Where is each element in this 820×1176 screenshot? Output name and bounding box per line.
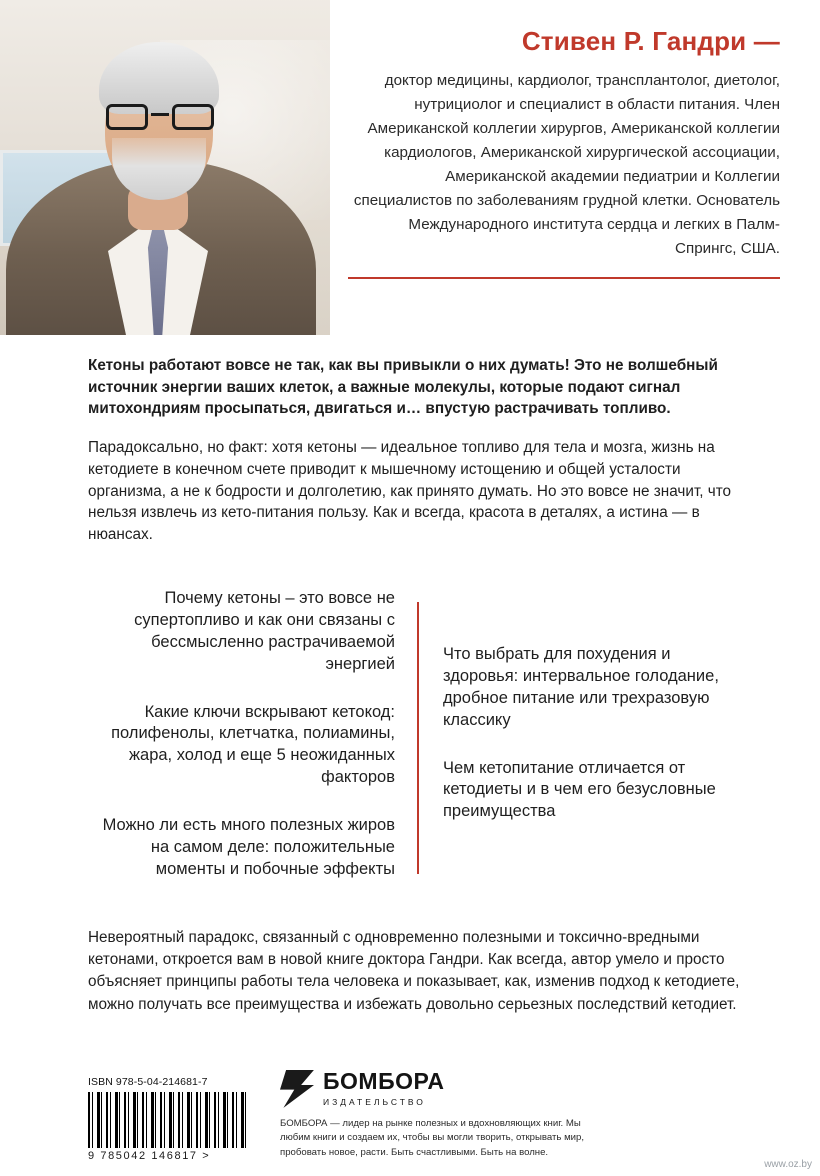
vertical-divider: [417, 602, 419, 874]
publisher-subtitle: ИЗДАТЕЛЬСТВО: [323, 1097, 426, 1108]
topics-section: [88, 588, 746, 881]
author-name: Стивен Р. Гандри —: [521, 26, 780, 56]
barcode-digits: 9 785042 146817 >: [88, 1150, 211, 1162]
topics-right-column: [417, 588, 746, 881]
bombora-mark-icon: [280, 1070, 314, 1108]
glasses-lens-right: [172, 104, 214, 130]
watermark: www.oz.by: [764, 1159, 812, 1170]
intro-paragraph-1: Кетоны работают вовсе не так, как вы привыкли о них думать! Это не волшебный источник энергии ваших клеток, а важные молекулы, которые подают сигнал митохондриям просыпаться, двигаться и… впустую растрачивать топливо.: [88, 357, 718, 418]
author-info: [330, 0, 820, 335]
outro-text: Невероятный парадокс, связанный с одновременно полезными и токсично-вредными кетонами, откроется вам в новой книге доктора Гандри. Как всегда, автор умело и просто объясняет принципы работы тела человека и показывает, как, изменив подход к кетодиете, можно получать все преимущества и избежать довольно серьезных последствий кетодиет.: [88, 929, 740, 1013]
topic-item: Почему кетоны – это вовсе не супертопливо и как они связаны с бессмысленно растрачиваемой энергией: [134, 588, 395, 673]
glasses-bridge: [151, 113, 169, 116]
glasses-lens-left: [106, 104, 148, 130]
intro-paragraph-2: Парадоксально, но факт: хотя кетоны — идеальное топливо для тела и мозга, жизнь на кетодиете в конечном счете приводит к мышечному истощению и общей усталости организма, а не к бодрости и долголетию, как принято думать. Но это вовсе не значит, что нельзя извлечь из кето-питания пользу. Как и всегда, красота в деталях, а истина — в нюансах.: [88, 439, 732, 544]
header-section: [0, 0, 820, 335]
topic-item: Какие ключи вскрывают кетокод: полифенолы, клетчатка, полиамины, жара, холод и еще 5 неожиданных факторов: [111, 702, 395, 787]
glasses-icon: [106, 104, 214, 130]
publisher-description: БОМБОРА — лидер на рынке полезных и вдохновляющих книг. Мы любим книги и создаем их, чтобы вы могли творить, открывать мир, пробовать новое, расти. Быть счастливыми. Быть на волне.: [280, 1117, 585, 1158]
publisher-block: [280, 1070, 790, 1162]
footer-section: [0, 1070, 820, 1162]
intro-text: [88, 355, 746, 546]
topic-item: Что выбрать для похудения и здоровья: интервальное голодание, дробное питание или трехразовую классику: [443, 644, 719, 729]
isbn-text: ISBN 978-5-04-214681-7: [88, 1076, 208, 1088]
barcode-image: [88, 1092, 248, 1148]
isbn-block: [88, 1076, 258, 1162]
accent-divider: [348, 277, 780, 279]
topics-left-column: [88, 588, 417, 881]
author-bio: доктор медицины, кардиолог, трансплантолог, диетолог, нутрициолог и специалист в области питания. Член Американской коллегии хирургов, Американской коллегии кардиологов, Американской хирургической ассоциации, Американской академии педиатрии и Коллегии специалистов по заболеваниям грудной клетки. Основатель Международного института сердца и легких в Палм-Спрингс, США.: [353, 72, 780, 258]
publisher-name: БОМБОРА: [323, 1068, 445, 1095]
topic-item: Можно ли есть много полезных жиров на самом деле: положительные моменты и побочные эффекты: [102, 816, 395, 879]
publisher-logo: [280, 1070, 790, 1108]
author-photo: [0, 0, 330, 335]
topic-item: Чем кетопитание отличается от кетодиеты и в чем его безусловные преимущества: [443, 758, 716, 821]
